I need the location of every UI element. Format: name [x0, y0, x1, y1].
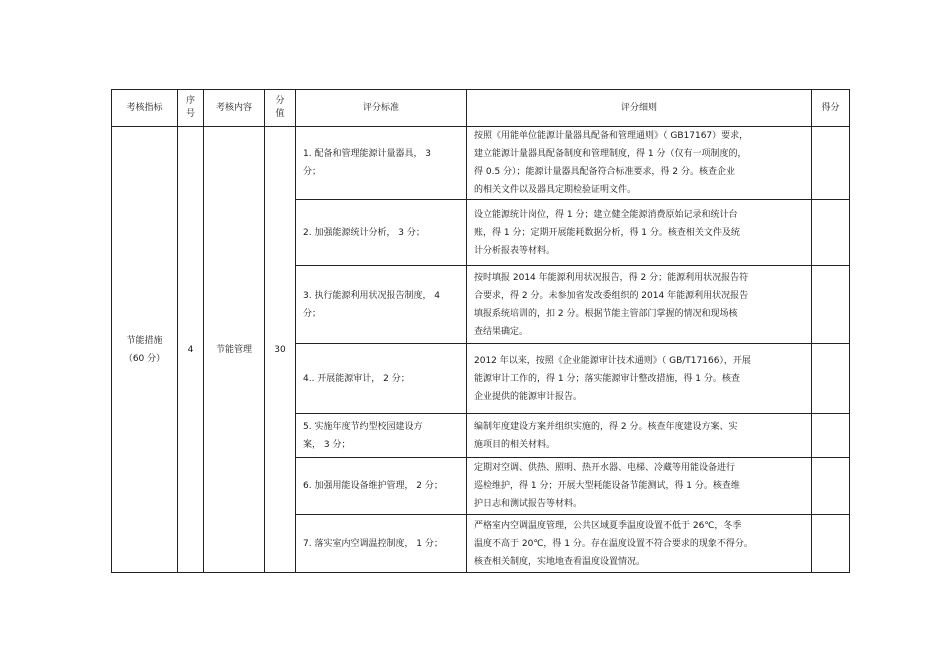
criteria-cell: [296, 127, 467, 200]
criteria-line: 3. 执行能源利用状况报告制度， 4: [303, 290, 441, 301]
header-score-value: 分 值: [265, 90, 296, 127]
criteria-line: 4.. 开展能源审计， 2 分；: [303, 373, 410, 384]
assessment-table: [111, 89, 850, 573]
details-cell: [467, 200, 812, 266]
group-score-value-text: 30: [274, 344, 286, 355]
details-line: 设立能源统计岗位，得 1 分；建立健全能源消费原始记录和统计台: [474, 209, 738, 220]
criteria-line: 分；: [303, 167, 322, 177]
details-cell: [467, 515, 812, 573]
criteria-cell: [296, 344, 467, 414]
details-cell: [467, 266, 812, 344]
score-cell[interactable]: [812, 266, 850, 344]
details-line: 巡检维护，得 1 分；开展大型耗能设备节能测试，得 1 分。核查维: [474, 481, 740, 491]
details-line: 温度不高于 20℃，得 1 分。存在温度设置不符合要求的现象不得分。: [474, 538, 753, 549]
header-indicator: 考核指标: [112, 90, 178, 127]
group-score-value: [265, 127, 296, 573]
criteria-line: 案， 3 分；: [303, 439, 351, 450]
criteria-line: 分；: [303, 308, 322, 319]
group-content: [204, 127, 265, 573]
header-seq: 序 号: [178, 90, 204, 127]
score-cell[interactable]: [812, 344, 850, 414]
details-line: 合要求，得 2 分。未参加省发改委组织的 2014 年能源利用状况报告: [474, 290, 749, 301]
header-row: [112, 90, 850, 127]
details-line: 2012 年以来，按照《企业能源审计技术通则》（ GB/T17166），开展: [474, 355, 751, 366]
details-cell: [467, 344, 812, 414]
group-indicator: [112, 127, 178, 573]
score-cell[interactable]: [812, 458, 850, 515]
criteria-cell: [296, 266, 467, 344]
details-line: 严格室内空调温度管理，公共区域夏季温度设置不低于 26℃，冬季: [474, 520, 742, 531]
header-content: 考核内容: [204, 90, 265, 127]
table-row: [112, 127, 850, 200]
header-details: 评分细则: [467, 90, 812, 127]
criteria-line: 5. 实施年度节约型校园建设方: [303, 421, 423, 432]
criteria-line: 6. 加强用能设备维护管理， 2 分；: [303, 481, 443, 491]
group-seq: [178, 127, 204, 573]
details-line: 定期对空调、供热、照明、热开水器、电梯、冷藏等用能设备进行: [474, 463, 736, 473]
details-line: 填报系统培训的，扣 2 分。根据节能主管部门掌握的情况和现场核: [474, 308, 738, 319]
details-line: 护日志和测试报告等材料。: [474, 499, 583, 509]
details-line: 查结果确定。: [474, 326, 529, 337]
criteria-line: 1. 配备和管理能源计量器具， 3: [303, 149, 432, 159]
criteria-cell: [296, 414, 467, 458]
details-line: 得 0.5 分）；能源计量器具配备符合标准要求，得 2 分。核查企业: [474, 167, 735, 177]
details-line: 核查相关制度，实地地查看温度设置情况。: [474, 556, 646, 567]
header-criteria: 评分标准: [296, 90, 467, 127]
details-line: 编制年度建设方案并组织实施的，得 2 分。核查年度建设方案、实: [474, 421, 738, 432]
details-cell: [467, 414, 812, 458]
details-cell: [467, 127, 812, 200]
criteria-line: 2. 加强能源统计分析， 3 分；: [303, 227, 425, 238]
group-indicator-text: 节能措施 （60 分）: [123, 335, 166, 364]
criteria-cell: [296, 515, 467, 573]
details-line: 计分析报表等材料。: [474, 245, 556, 256]
details-line: 的相关文件以及器具定期检验证明文件。: [474, 185, 637, 195]
criteria-cell: [296, 200, 467, 266]
group-content-text: 节能管理: [215, 344, 252, 355]
details-line: 能源审计工作的，得 1 分；落实能源审计整改措施，得 1 分。核查: [474, 373, 740, 384]
details-line: 施项目的相关材料。: [474, 439, 556, 450]
header-score: 得分: [812, 90, 850, 127]
details-line: 企业提供的能源审计报告。: [474, 391, 583, 402]
details-cell: [467, 458, 812, 515]
details-line: 账，得 1 分；定期开展能耗数据分析，得 1 分。核查相关文件及统: [474, 227, 740, 238]
criteria-line: 7. 落实室内空调温控制度， 1 分；: [303, 538, 443, 549]
details-line: 按照《用能单位能源计量器具配备和管理通则》（ GB17167）要求，: [474, 131, 749, 141]
score-cell[interactable]: [812, 127, 850, 200]
criteria-cell: [296, 458, 467, 515]
score-cell[interactable]: [812, 200, 850, 266]
group-seq-text: 4: [187, 344, 194, 355]
details-line: 建立能源计量器具配备制度和管理制度，得 1 分（仅有一项制度的，: [474, 149, 747, 159]
score-cell[interactable]: [812, 414, 850, 458]
score-cell[interactable]: [812, 515, 850, 573]
details-line: 按时填报 2014 年能源利用状况报告，得 2 分；能源利用状况报告符: [474, 272, 749, 283]
